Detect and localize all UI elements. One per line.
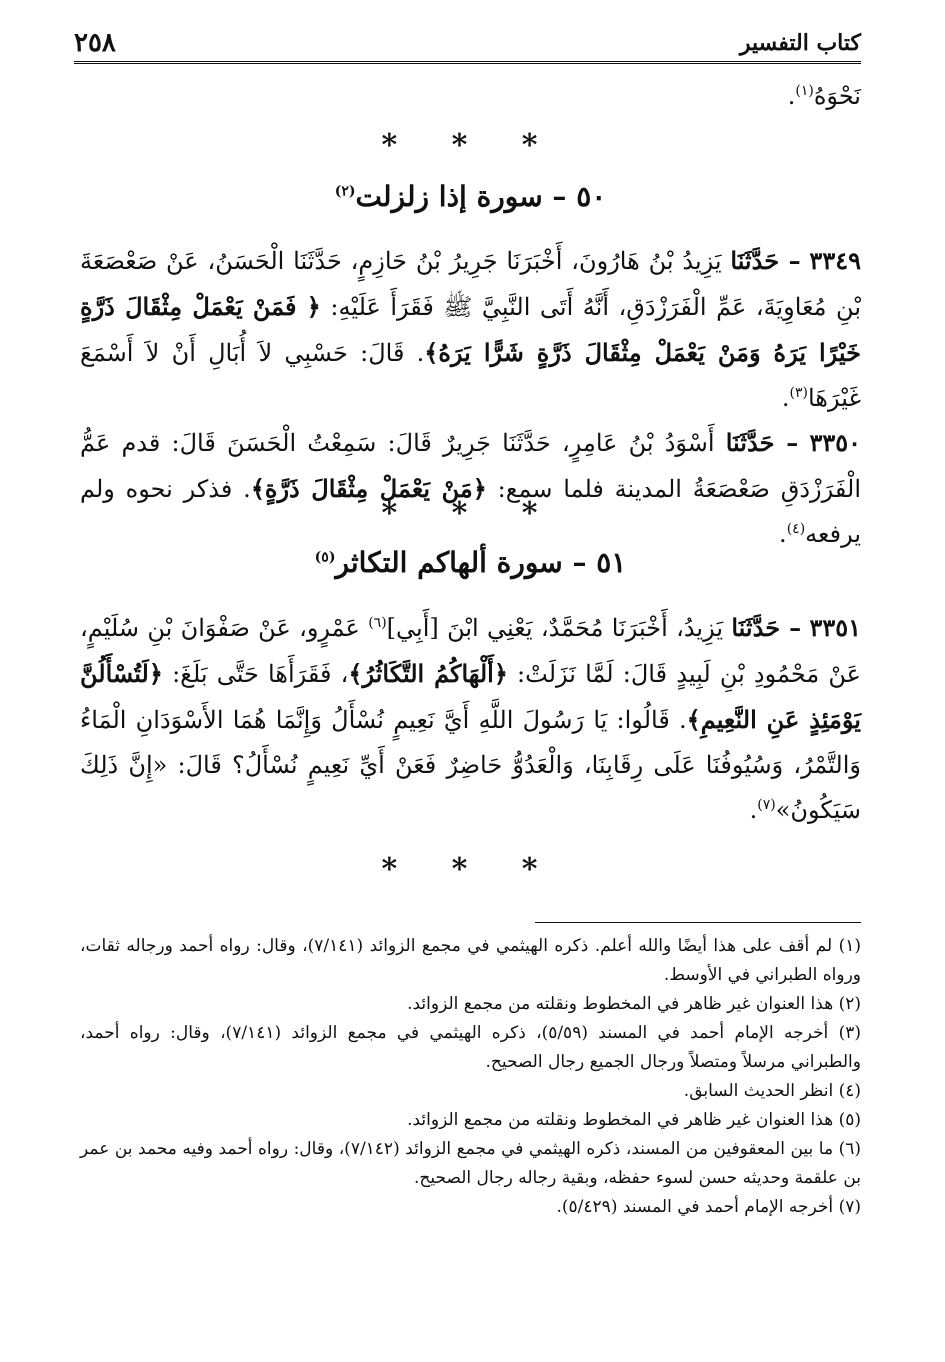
hadith-paragraph: ٣٣٤٩ – حَدَّثَنَا يَزِيدُ بْنُ هَارُونَ، أَخْبَرَنَا جَرِيرُ بْنُ حَازِمٍ، حَدَّثَنَا الْحَسَنُ، عَنْ صَعْصَعَةَ بْنِ مُعَاوِيَةَ، عَمِّ الْفَرَزْدَقِ، أَنَّهُ أَتَى النَّبِيَّ ﷺ فَقَرَأَ عَلَيْهِ: ﴿ فَمَنْ يَعْمَلْ مِثْقَالَ ذَرَّةٍ خَيْرًا يَرَهُ وَمَنْ يَعْمَلْ مِثْقَالَ ذَرَّةٍ شَرًّا يَرَهُ﴾. قَالَ: حَسْبِي لاَ أُبَالِ أَنْ لاَ أَسْمَعَ غَيْرَهَا$^{(٣)}$. bbox=[80, 246, 861, 412]
footnote-ref: (٤) bbox=[786, 521, 806, 537]
hadith-number: ٣٣٥١ bbox=[809, 613, 861, 642]
footnote-label: (٢) bbox=[838, 994, 861, 1014]
quran-verse: ﴿مَنْ يَعْمَلْ مِثْقَالَ ذَرَّةٍ﴾ bbox=[250, 474, 487, 503]
footnote: (٦) ما بين المعقوفين من المسند، ذكره الهيثمي في مجمع الزوائد (٧/١٤٢)، وقال: رواه أحمد وفيه محمد بن عمر بن علقمة وحديثه حسن لسوء حفظه، وبقية رجاله رجال الصحيح. bbox=[80, 1139, 861, 1188]
intro-line: نَحْوَهُ$^{(١)}$. bbox=[787, 82, 861, 110]
footnote: (١) لم أقف على هذا أيضًا والله أعلم. ذكره الهيثمي في مجمع الزوائد (٧/١٤١)، وقال: رواه أحمد ورجاله ثقات، ورواه الطبراني في الأوسط. bbox=[80, 936, 862, 985]
hadith-number: ٣٣٥٠ bbox=[809, 428, 861, 457]
quran-verse: ﴿لَتُسْأَلُنَّ يَوْمَئِذٍ عَنِ النَّعِيمِ﴾ bbox=[80, 659, 861, 734]
footnote-ref: (٥) bbox=[314, 549, 336, 566]
footnote-ref: (٢) bbox=[334, 183, 356, 200]
footnote-rule bbox=[535, 922, 861, 923]
footnote: (٤) انظر الحديث السابق. bbox=[683, 1081, 861, 1101]
running-title: كتاب التفسير bbox=[739, 30, 861, 56]
section-separator: * * * bbox=[381, 852, 560, 887]
hadith-number: ٣٣٤٩ bbox=[809, 246, 861, 275]
footnote: (٥) هذا العنوان غير ظاهر في المخطوط ونقلته من مجمع الزوائد. bbox=[407, 1110, 861, 1130]
footnote-label: (١) bbox=[838, 936, 862, 956]
hadith-paragraph: ٣٣٥١ – حَدَّثَنَا يَزِيدُ، أَخْبَرَنَا مُحَمَّدٌ، يَعْنِي ابْنَ [أَبِي]$^{(٦)}$ عَمْرٍو، عَنْ صَفْوَانَ بْنِ سُلَيْمٍ، عَنْ مَحْمُودِ بْنِ لَبِيدٍ قَالَ: لَمَّا نَزَلَتْ: ﴿أَلْهَاكُمُ التَّكَاثُرُ﴾، فَقَرَأَهَا حَتَّى بَلَغَ: ﴿لَتُسْأَلُنَّ يَوْمَئِذٍ عَنِ النَّعِيمِ﴾. قَالُوا: يَا رَسُولَ اللَّهِ أَيَّ نَعِيمٍ نُسْأَلُ وَإِنَّمَا هُمَا الأَسْوَدَانِ الْمَاءُ وَالتَّمْرُ، وَسُيُوفُنَا عَلَى رِقَابِنَا، وَالْعَدُوُّ حَاضِرٌ فَعَنْ أَيِّ نَعِيمٍ نُسْأَلُ؟ قَالَ: «إِنَّ ذَلِكَ سَيَكُونُ»$^{(٧)}$. bbox=[80, 613, 861, 824]
footnote-label: (٤) bbox=[838, 1081, 861, 1101]
footnote-ref: (١) bbox=[795, 83, 814, 99]
header-rule bbox=[74, 61, 861, 64]
footnote-ref: (٦) bbox=[368, 615, 387, 631]
page-number: ٢٥٨ bbox=[74, 28, 116, 58]
footnote: (٢) هذا العنوان غير ظاهر في المخطوط ونقلته من مجمع الزوائد. bbox=[407, 994, 861, 1014]
footnote-label: (٣) bbox=[838, 1023, 861, 1043]
section-separator: * * * bbox=[381, 496, 560, 531]
quran-verse: ﴿أَلْهَاكُمُ التَّكَاثُرُ﴾ bbox=[348, 659, 508, 688]
footnote: (٣) أخرجه الإمام أحمد في المسند (٥/٥٩)، ذكره الهيثمي في مجمع الزوائد (٧/١٤١)، وقال: رواه أحمد، والطبراني مرسلاً ومتصلاً ورجال الجميع رجال الصحيح. bbox=[80, 1023, 861, 1072]
footnote-label: (٧) bbox=[838, 1197, 861, 1217]
surah-heading: ٥٠ – سورة إذا زلزلت$^{(٢)}$ bbox=[334, 180, 607, 213]
running-header bbox=[74, 22, 861, 64]
footnote-ref: (٣) bbox=[789, 385, 808, 401]
footnote-label: (٦) bbox=[838, 1139, 861, 1159]
footnote-label: (٥) bbox=[838, 1110, 861, 1130]
quran-verse: ﴿ فَمَنْ يَعْمَلْ مِثْقَالَ ذَرَّةٍ خَيْرًا يَرَهُ وَمَنْ يَعْمَلْ مِثْقَالَ ذَرَّةٍ شَرًّا يَرَهُ﴾ bbox=[80, 292, 861, 367]
hadith-paragraph: ٣٣٥٠ – حَدَّثَنَا أَسْوَدُ بْنُ عَامِرٍ، حَدَّثَنَا جَرِيرٌ قَالَ: سَمِعْتُ الْحَسَنَ قَالَ: قدم عَمُّ الْفَرَزْدَقِ صَعْصَعَةُ المدينة فلما سمع: ﴿مَنْ يَعْمَلْ مِثْقَالَ ذَرَّةٍ﴾. فذكر نحوه ولم يرفعه$^{(٤)}$. bbox=[80, 428, 862, 548]
surah-heading: ٥١ – سورة ألهاكم التكاثر$^{(٥)}$ bbox=[314, 546, 627, 579]
footnote: (٧) أخرجه الإمام أحمد في المسند (٥/٤٢٩). bbox=[556, 1197, 861, 1217]
footnote-ref: (٧) bbox=[757, 797, 776, 813]
section-separator: * * * bbox=[381, 128, 560, 163]
footnote-list bbox=[80, 932, 861, 1222]
